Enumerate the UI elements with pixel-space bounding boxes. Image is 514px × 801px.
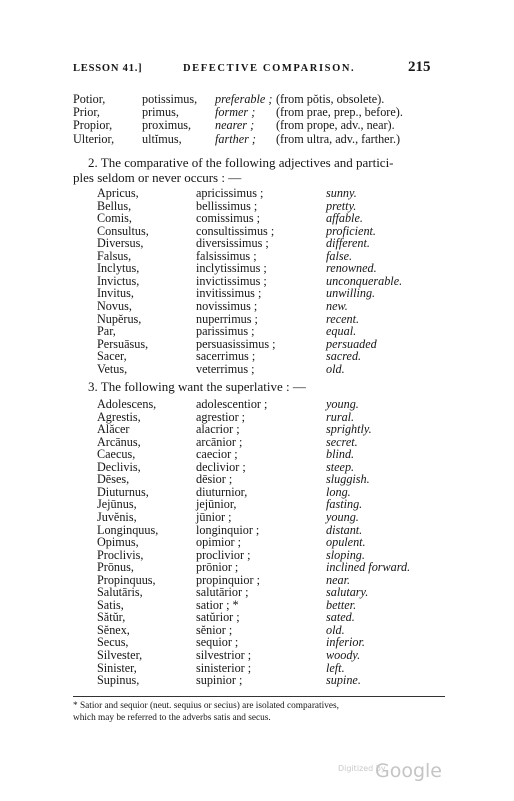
cell-c3: new. [326, 298, 348, 313]
cell-c1: Agrestis, [97, 409, 141, 424]
cell-c3: sprightly. [326, 422, 372, 437]
cell-c2: novissimus ; [196, 298, 258, 313]
cell-c1: Invitus, [97, 286, 134, 301]
cell-c2: prōnior ; [196, 560, 239, 575]
cell-c2: jejūnior, [196, 497, 237, 512]
cell-c4: (from prae, prep., before). [276, 105, 403, 120]
cell-c1: Longinquus, [97, 522, 159, 537]
cell-c2: caecior ; [196, 447, 238, 462]
cell-c2: diversissimus ; [196, 236, 269, 251]
page-number: 215 [408, 59, 431, 75]
cell-c1: Nupĕrus, [97, 311, 142, 326]
cell-c2: proclivior ; [196, 547, 251, 562]
cell-c2: invictissimus ; [196, 273, 267, 288]
cell-c1: Arcānus, [97, 434, 141, 449]
footnote-rule [73, 696, 445, 697]
cell-c3: nearer ; [215, 118, 255, 133]
cell-c3: inferior. [326, 635, 365, 650]
cell-c2: bellissimus ; [196, 198, 258, 213]
cell-c2: longinquior ; [196, 522, 260, 537]
cell-c3: steep. [326, 459, 355, 474]
cell-c1: Propior, [73, 118, 113, 133]
cell-c3: sacred. [326, 349, 362, 364]
cell-c3: left. [326, 660, 345, 675]
cell-c1: Vetus, [97, 361, 128, 376]
cell-c3: former ; [215, 105, 256, 120]
cell-c2: consultissimus ; [196, 223, 275, 238]
cell-c3: recent. [326, 311, 360, 326]
cell-c3: sunny. [326, 186, 357, 200]
cell-c3: affable. [326, 211, 363, 226]
cell-c1: Par, [97, 324, 116, 339]
cell-c2: satior ; * [196, 597, 239, 612]
cell-c2: diuturnior, [196, 484, 248, 499]
cell-c2: persuasissimus ; [196, 336, 276, 351]
cell-c2: veterrimus ; [196, 361, 255, 376]
cell-c1: Secus, [97, 635, 129, 650]
cell-c4: (from ultra, adv., farther.) [276, 131, 401, 146]
cell-c2: invitissimus ; [196, 286, 262, 301]
cell-c1: Prior, [73, 105, 100, 120]
cell-c2: ultĭmus, [142, 131, 182, 146]
section2-heading-line1: 2. The comparative of the following adjectives and partici- [88, 155, 394, 170]
cell-c3: opulent. [326, 535, 366, 550]
cell-c4: (from pŏtis, obsolete). [276, 92, 385, 106]
cell-c1: Caecus, [97, 447, 136, 462]
cell-c1: Sinister, [97, 660, 137, 675]
cell-c3: unwilling. [326, 286, 376, 301]
footnote-line2: which may be referred to the adverbs satis and secus. [73, 713, 271, 723]
cell-c3: distant. [326, 522, 363, 537]
cell-c2: sacerrimus ; [196, 349, 256, 364]
digitized-by-label: Digitized by [338, 764, 386, 773]
cell-c2: arcānior ; [196, 434, 243, 449]
cell-c2: nuperrimus ; [196, 311, 258, 326]
cell-c1: Apricus, [97, 186, 139, 200]
cell-c2: supinior ; [196, 673, 243, 688]
cell-c3: young. [326, 509, 359, 524]
cell-c2: salutārior ; [196, 585, 249, 600]
running-head-title: DEFECTIVE COMPARISON. [183, 63, 356, 74]
cell-c2: falsissimus ; [196, 248, 257, 263]
cell-c2: jūnior ; [196, 509, 232, 524]
cell-c2: parissimus ; [196, 324, 255, 339]
footnote [73, 700, 445, 724]
cell-c3: inclined forward. [326, 560, 411, 575]
cell-c1: Diversus, [97, 236, 144, 251]
cell-c3: unconquerable. [326, 273, 403, 288]
cell-c2: proximus, [142, 118, 192, 133]
cell-c1: Diuturnus, [97, 484, 149, 499]
cell-c3: renowned. [326, 261, 377, 276]
cell-c3: pretty. [326, 198, 357, 213]
cell-c1: Novus, [97, 298, 132, 313]
cell-c1: Opimus, [97, 535, 139, 550]
cell-c1: Declivis, [97, 459, 141, 474]
cell-c3: better. [326, 597, 357, 612]
cell-c3: woody. [326, 648, 361, 662]
cell-c1: Invictus, [97, 273, 140, 288]
cell-c2: comissimus ; [196, 211, 260, 226]
cell-c2: sinisterior ; [196, 660, 252, 675]
cell-c1: Salutāris, [97, 585, 143, 600]
cell-c1: Adolescens, [97, 397, 157, 411]
cell-c2: agrestior ; [196, 409, 246, 424]
footnote-line1: * Satior and sequior (neut. sequius or secius) are isolated comparatives, [73, 701, 339, 711]
cell-c3: sloping. [326, 547, 365, 562]
cell-c3: long. [326, 484, 351, 499]
google-logo: Google [375, 760, 443, 782]
cell-c3: sated. [326, 610, 355, 625]
cell-c2: sĕnior ; [196, 622, 233, 637]
cell-c2: apricissimus ; [196, 186, 264, 200]
cell-c1: Sătŭr, [97, 610, 126, 625]
cell-c1: Propinquus, [97, 572, 156, 587]
cell-c1: Prōnus, [97, 560, 134, 575]
cell-c3: rural. [326, 409, 355, 424]
cell-c1: Satis, [97, 597, 124, 612]
cell-c3: persuaded [326, 336, 377, 351]
cell-c1: Comis, [97, 211, 132, 226]
cell-c2: adolescentior ; [196, 397, 268, 411]
cell-c3: salutary. [326, 585, 369, 600]
running-head-lesson: LESSON 41.] [73, 63, 143, 74]
cell-c4: (from prope, adv., near). [276, 118, 395, 133]
cell-c1: Potior, [73, 92, 106, 106]
cell-c3: fasting. [326, 497, 363, 512]
cell-c1: Consultus, [97, 223, 149, 238]
cell-c2: silvestrior ; [196, 648, 252, 662]
cell-c2: declivior ; [196, 459, 246, 474]
cell-c3: proficient. [326, 223, 376, 238]
cell-c3: old. [326, 361, 345, 376]
cell-c1: Jejūnus, [97, 497, 137, 512]
cell-c3: sluggish. [326, 472, 370, 487]
cell-c2: potissimus, [142, 92, 198, 106]
cell-c3: near. [326, 572, 351, 587]
cell-c2: inclytissimus ; [196, 261, 267, 276]
cell-c1: Falsus, [97, 248, 132, 263]
cell-c3: farther ; [215, 131, 256, 146]
section2-heading-line2: ples seldom or never occurs : — [73, 170, 242, 185]
cell-c3: equal. [326, 324, 357, 339]
section3-heading: 3. The following want the superlative : — [88, 379, 306, 394]
cell-c1: Ulterior, [73, 131, 115, 146]
cell-c1: Silvester, [97, 648, 143, 662]
cell-c3: different. [326, 236, 370, 251]
cell-c2: sequior ; [196, 635, 239, 650]
cell-c3: blind. [326, 447, 355, 462]
cell-c3: young. [326, 397, 359, 411]
cell-c1: Alăcer [97, 422, 130, 437]
cell-c1: Sĕnex, [97, 622, 130, 637]
cell-c1: Sacer, [97, 349, 127, 364]
cell-c1: Inclytus, [97, 261, 140, 276]
cell-c2: dēsior ; [196, 472, 233, 487]
cell-c3: false. [326, 248, 353, 263]
cell-c3: preferable ; [215, 92, 273, 106]
cell-c1: Proclivis, [97, 547, 144, 562]
cell-c2: propinquior ; [196, 572, 260, 587]
cell-c2: satŭrior ; [196, 610, 240, 625]
cell-c1: Persuāsus, [97, 336, 149, 351]
cell-c2: opimior ; [196, 535, 242, 550]
cell-c2: alacrior ; [196, 422, 240, 437]
cell-c3: supine. [326, 673, 361, 688]
cell-c1: Dēses, [97, 472, 130, 487]
cell-c1: Bellus, [97, 198, 132, 213]
cell-c1: Juvĕnis, [97, 509, 137, 524]
cell-c3: old. [326, 622, 345, 637]
cell-c1: Supinus, [97, 673, 140, 688]
cell-c2: primus, [142, 105, 179, 120]
cell-c3: secret. [326, 434, 358, 449]
